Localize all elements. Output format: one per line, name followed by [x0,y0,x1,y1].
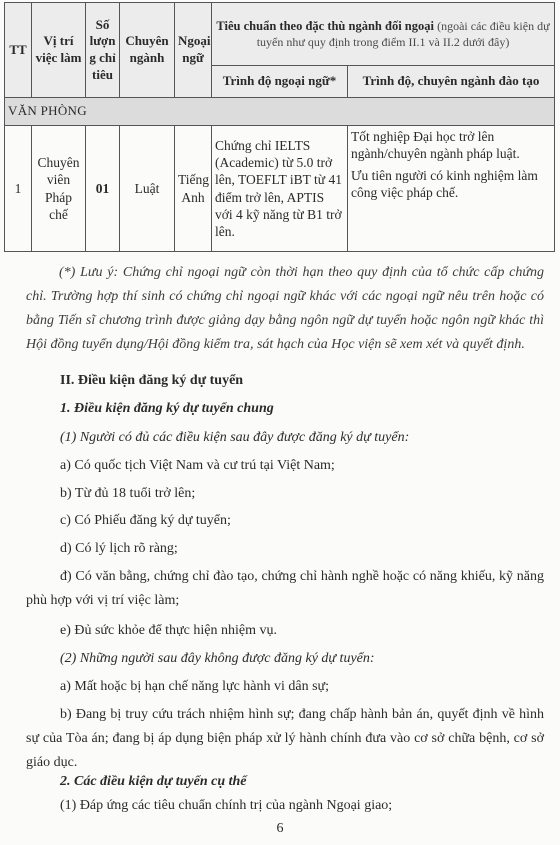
header-position: Vị trí việc làm [32,3,86,98]
list-item: a) Có quốc tịch Việt Nam và cư trú tại Việt Nam; [60,458,335,473]
recruitment-table [4,2,555,252]
language-note: (*) Lưu ý: Chứng chỉ ngoại ngữ còn thời hạn theo quy định của tổ chức cấp chứng chỉ. Trường hợp thí sinh có chứng chỉ ngoại ngữ khác với các ngoại ngữ nêu trên hoặc có bằng Tiến sĩ chương trình được giảng dạy bằng ngôn ngữ dự tuyển hoặc ngôn ngữ khác thì Hội đồng tuyển dụng/Hội đồng kiểm tra, sát hạch của Học viện sẽ xem xét và quyết định. [26,265,544,352]
ineligible-intro: (2) Những người sau đây không được đăng ký dự tuyển: [60,651,375,666]
header-major: Chuyên ngành [120,3,175,98]
cell-lang-level: Chứng chỉ IELTS (Academic) từ 5.0 trở lên, TOEFLT iBT từ 41 điểm trở lên, APTIS với 4 kỹ năng từ B1 trở lên. [212,126,348,252]
list-item: b) Đang bị truy cứu trách nhiệm hình sự; đang chấp hành bản án, quyết định về hình sự của Tòa án; đang bị áp dụng biện pháp xử lý hành chính đưa vào cơ sở chữa bệnh, cơ sở giáo dục. [26,707,544,770]
subsection-general: 1. Điều kiện đăng ký dự tuyển chung [60,401,274,416]
header-tt: TT [5,3,32,98]
eligible-intro: (1) Người có đủ các điều kiện sau đây được đăng ký dự tuyển: [60,430,410,445]
list-item: d) Có lý lịch rõ ràng; [60,541,178,556]
list-item: c) Có Phiếu đăng ký dự tuyển; [60,513,231,528]
cell-major: Luật [120,126,175,252]
header-lang-level: Trình độ ngoại ngữ* [212,66,348,98]
table-row [5,126,555,252]
cell-training-line-1: Tốt nghiệp Đại học trở lên ngành/chuyên ngành pháp luật. [351,129,520,162]
header-language: Ngoại ngữ [175,3,212,98]
header-quantity: Số lượn g chỉ tiêu [86,3,120,98]
header-criteria [212,3,555,66]
list-item: b) Từ đủ 18 tuổi trở lên; [60,486,196,501]
cell-language: Tiếng Anh [175,126,212,252]
list-item: đ) Có văn bằng, chứng chỉ đào tạo, chứng chỉ hành nghề hoặc có năng khiếu, kỹ năng phù hợp với vị trí việc làm; [26,569,544,608]
section-title: II. Điều kiện đăng ký dự tuyển [60,373,244,388]
cell-position: Chuyên viên Pháp chế [32,126,86,252]
header-training: Trình độ, chuyên ngành đào tạo [348,66,555,98]
header-criteria-title: Tiêu chuẩn theo đặc thù ngành đối ngoại [216,18,434,33]
cell-training [348,126,555,252]
list-item: e) Đủ sức khỏe để thực hiện nhiệm vụ. [60,623,277,638]
subsection-specific: 2. Các điều kiện dự tuyển cụ thể [60,774,247,789]
section-row-office: VĂN PHÒNG [5,98,555,126]
header-criteria-note: (ngoài các điều kiện dự tuyển như quy định trong điểm II.1 và II.2 dưới đây) [256,18,550,49]
page-number: 6 [276,821,284,836]
list-item: (1) Đáp ứng các tiêu chuẩn chính trị của ngành Ngoại giao; [60,798,393,813]
cell-tt: 1 [5,126,32,252]
list-item: a) Mất hoặc bị hạn chế năng lực hành vi dân sự; [60,679,330,694]
cell-quantity: 01 [86,126,120,252]
cell-training-line-2: Ưu tiên người có kinh nghiệm làm công việc pháp chế. [351,167,538,200]
